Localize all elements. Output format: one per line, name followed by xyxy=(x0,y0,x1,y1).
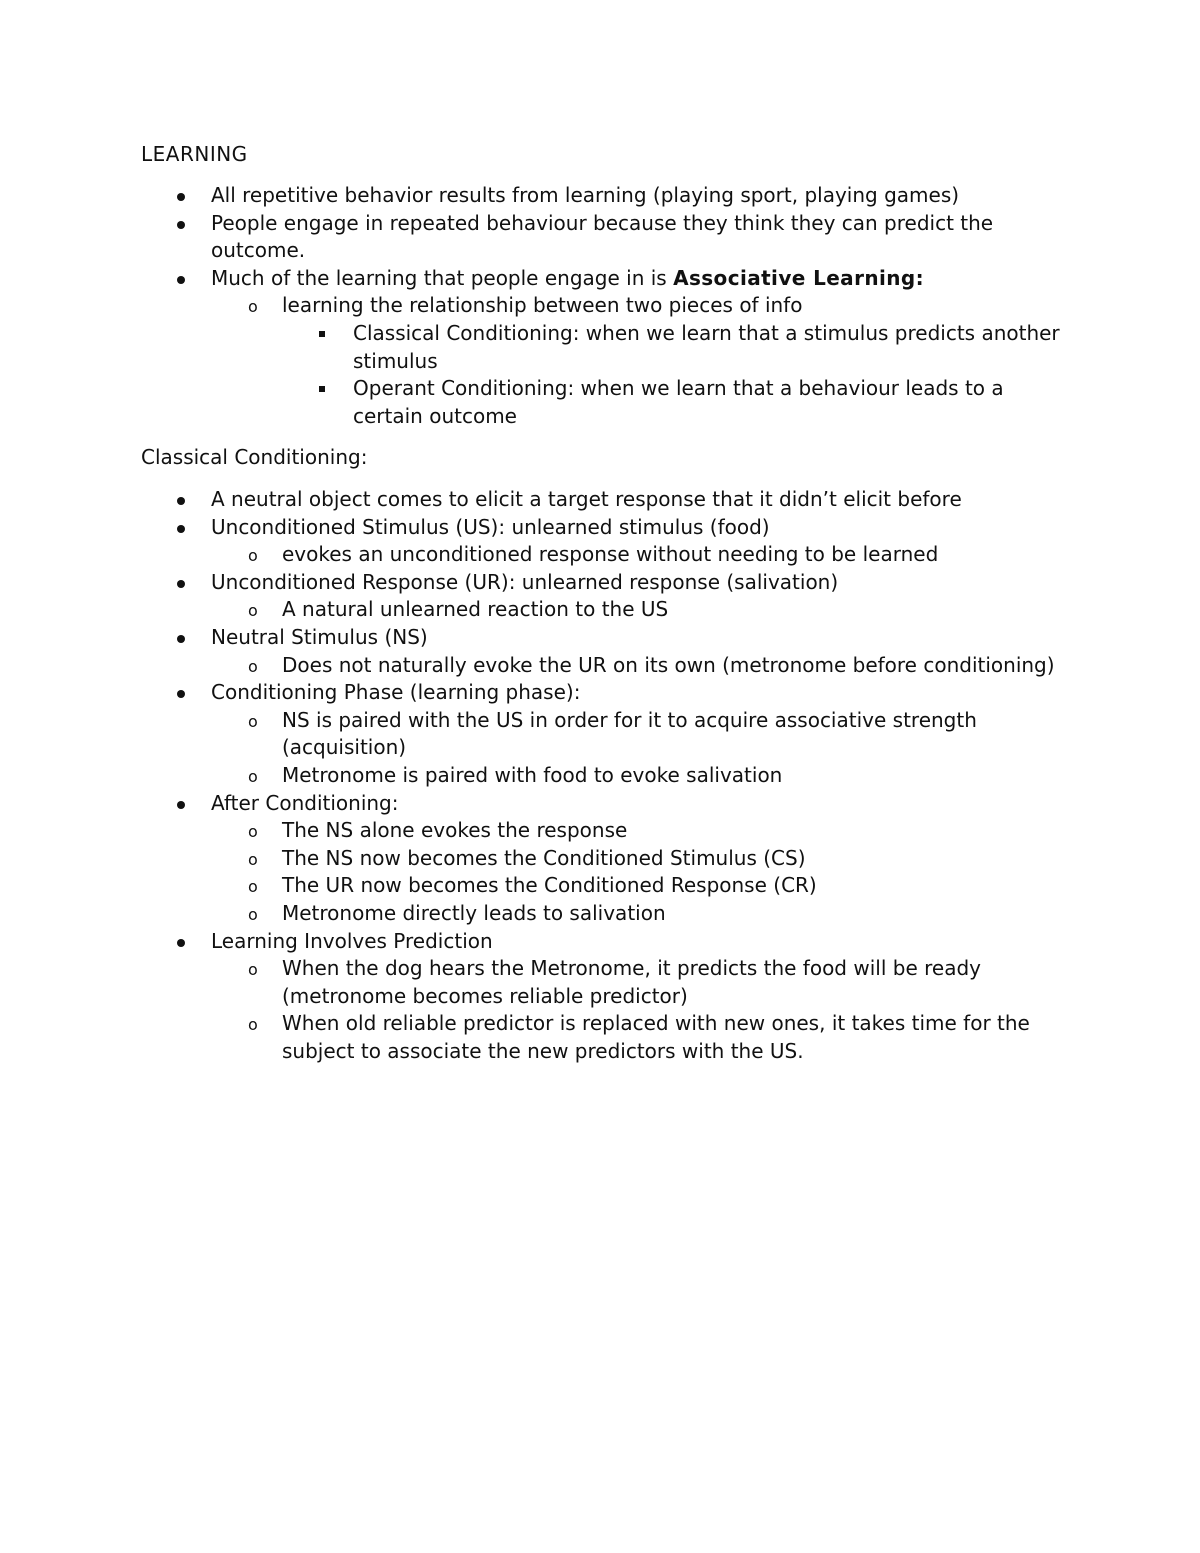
list-item-level-2 xyxy=(141,955,1071,1010)
list-item-level-1 xyxy=(141,265,1071,293)
circle-bullet-icon: o xyxy=(248,1015,258,1035)
bullet-icon xyxy=(177,276,185,284)
list-item-text: A neutral object comes to elicit a target response that it didn’t elicit before xyxy=(211,487,962,511)
list-item-level-3 xyxy=(141,320,1071,375)
bullet-icon xyxy=(177,497,185,505)
list-item-text: Classical Conditioning: when we learn that a stimulus predicts another stimulus xyxy=(353,320,1060,373)
bullet-icon xyxy=(177,635,185,643)
circle-bullet-icon: o xyxy=(248,656,258,676)
list-item-text: After Conditioning: xyxy=(211,790,399,815)
list-item-level-1 xyxy=(141,790,1071,818)
list-item-level-2 xyxy=(141,872,1071,900)
list-item-level-1 xyxy=(141,928,1071,956)
document-heading: LEARNING xyxy=(141,142,248,166)
list-item-level-1 xyxy=(141,569,1071,597)
square-bullet-icon xyxy=(319,386,325,392)
list-item-text: People engage in repeated behaviour because they think they can predict the outcome. xyxy=(211,210,994,263)
list-item-text: Unconditioned Response (UR): unlearned response (salivation) xyxy=(211,569,839,594)
circle-bullet-icon: o xyxy=(248,601,258,621)
list-item-level-1 xyxy=(141,182,1071,210)
bullet-icon xyxy=(177,193,185,201)
list-item-text: When the dog hears the Metronome, it predicts the food will be ready (metronome becomes reliable predictor) xyxy=(282,956,981,1008)
list-item-text: A natural unlearned reaction to the US xyxy=(282,597,669,622)
list-item-level-2 xyxy=(141,1010,1071,1065)
list-item-text: Neutral Stimulus (NS) xyxy=(211,624,428,649)
list-item-text: The NS alone evokes the response xyxy=(282,818,628,843)
circle-bullet-icon: o xyxy=(248,711,258,731)
circle-bullet-icon: o xyxy=(248,297,258,317)
list-item-level-2 xyxy=(141,762,1071,790)
circle-bullet-icon: o xyxy=(248,904,258,924)
bullet-icon xyxy=(177,525,185,533)
circle-bullet-icon: o xyxy=(248,546,258,566)
list-item-text: Operant Conditioning: when we learn that a behaviour leads to a certain outcome xyxy=(353,376,1004,428)
list-item-text: NS is paired with the US in order for it to acquire associative strength (acquisition) xyxy=(282,707,977,760)
list-item-level-2 xyxy=(141,817,1071,845)
circle-bullet-icon: o xyxy=(248,822,258,842)
bullet-icon xyxy=(177,580,185,588)
circle-bullet-icon: o xyxy=(248,960,258,980)
list-item-level-2 xyxy=(141,652,1071,680)
list-item-text: The UR now becomes the Conditioned Response (CR) xyxy=(282,873,817,898)
list-item-level-2 xyxy=(141,707,1071,762)
intro-list xyxy=(141,182,1071,430)
section-title: Classical Conditioning: xyxy=(141,445,368,469)
list-item-text: Conditioning Phase (learning phase): xyxy=(211,680,581,705)
bullet-icon xyxy=(177,801,185,809)
list-item-text: Metronome is paired with food to evoke salivation xyxy=(282,762,783,787)
list-item-text: Does not naturally evoke the UR on its own (metronome before conditioning) xyxy=(282,652,1055,677)
list-item-text: Learning Involves Prediction xyxy=(211,928,493,953)
list-item-text: learning the relationship between two pieces of info xyxy=(282,293,803,318)
list-item-level-1 xyxy=(141,679,1071,707)
classical-conditioning-list xyxy=(141,486,1071,1065)
list-item-text: Much of the learning that people engage in is xyxy=(211,265,674,290)
circle-bullet-icon: o xyxy=(248,877,258,897)
list-item-level-2 xyxy=(141,292,1071,320)
list-item-text: When old reliable predictor is replaced with new ones, it takes time for the subject to associate the new predictors with the US. xyxy=(282,1011,1030,1063)
list-item-level-2 xyxy=(141,596,1071,624)
circle-bullet-icon: o xyxy=(248,849,258,869)
list-item-text: evokes an unconditioned response without needing to be learned xyxy=(282,542,939,567)
bullet-icon xyxy=(177,939,185,947)
square-bullet-icon xyxy=(319,331,325,337)
list-item-text: The NS now becomes the Conditioned Stimulus (CS) xyxy=(282,845,806,870)
bold-term: Associative Learning: xyxy=(673,265,924,290)
list-item-level-1 xyxy=(141,486,1071,514)
list-item-level-1 xyxy=(141,514,1071,542)
list-item-level-2 xyxy=(141,845,1071,873)
list-item-text: Unconditioned Stimulus (US): unlearned stimulus (food) xyxy=(211,514,770,539)
list-item-text: All repetitive behavior results from learning (playing sport, playing games) xyxy=(211,183,960,207)
bullet-icon xyxy=(177,690,185,698)
list-item-level-2 xyxy=(141,541,1071,569)
list-item-text: Metronome directly leads to salivation xyxy=(282,900,666,925)
list-item-level-1 xyxy=(141,210,1071,265)
list-item-level-2 xyxy=(141,900,1071,928)
list-item-level-1 xyxy=(141,624,1071,652)
list-item-level-3 xyxy=(141,375,1071,430)
circle-bullet-icon: o xyxy=(248,766,258,786)
bullet-icon xyxy=(177,221,185,229)
